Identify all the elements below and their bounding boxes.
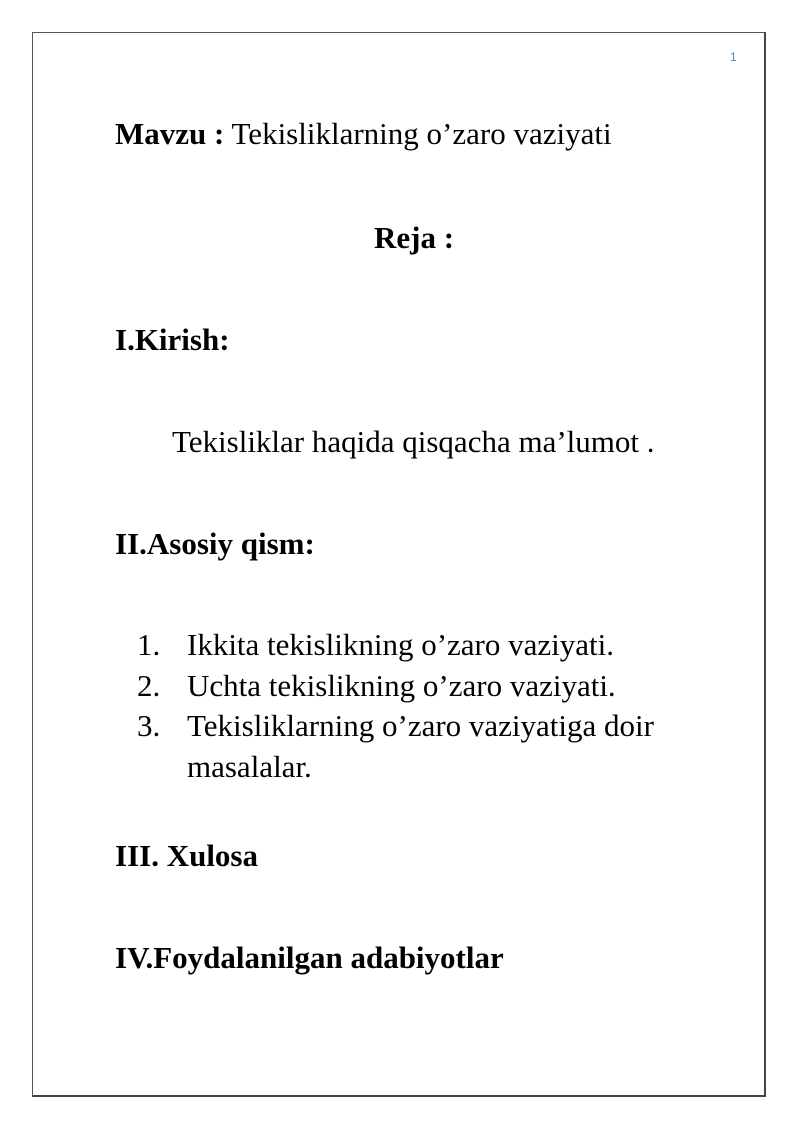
plan-title: Reja : bbox=[373, 220, 455, 255]
list-item-number: 2. bbox=[137, 667, 161, 703]
title-text: Tekisliklarning o’zaro vaziyati bbox=[224, 116, 612, 151]
page-number: 1 bbox=[730, 50, 737, 64]
list-item-number: 1. bbox=[137, 627, 161, 662]
section-conclusion-heading: III. Xulosa bbox=[115, 838, 258, 873]
list-item-text: Tekisliklarning o’zaro vaziyatiga doir masalalar. bbox=[187, 708, 654, 784]
list-item-text: Uchta tekislikning o’zaro vaziyati. bbox=[187, 667, 616, 703]
list-item-number: 3. bbox=[137, 708, 161, 743]
main-items-list bbox=[115, 625, 735, 787]
list-item bbox=[115, 666, 735, 707]
section-references-heading: IV.Foydalanilgan adabiyotlar bbox=[115, 940, 504, 975]
section-intro-heading: I.Kirish: bbox=[115, 322, 230, 357]
list-item bbox=[115, 706, 735, 787]
title-label: Mavzu : bbox=[115, 116, 225, 151]
list-item-text: Ikkita tekislikning o’zaro vaziyati. bbox=[187, 627, 614, 662]
section-main-heading: II.Asosiy qism: bbox=[115, 526, 315, 561]
section-intro-text: Tekisliklar haqida qisqacha ma’lumot . bbox=[172, 424, 655, 459]
list-item bbox=[115, 625, 735, 666]
document-title bbox=[115, 114, 612, 154]
